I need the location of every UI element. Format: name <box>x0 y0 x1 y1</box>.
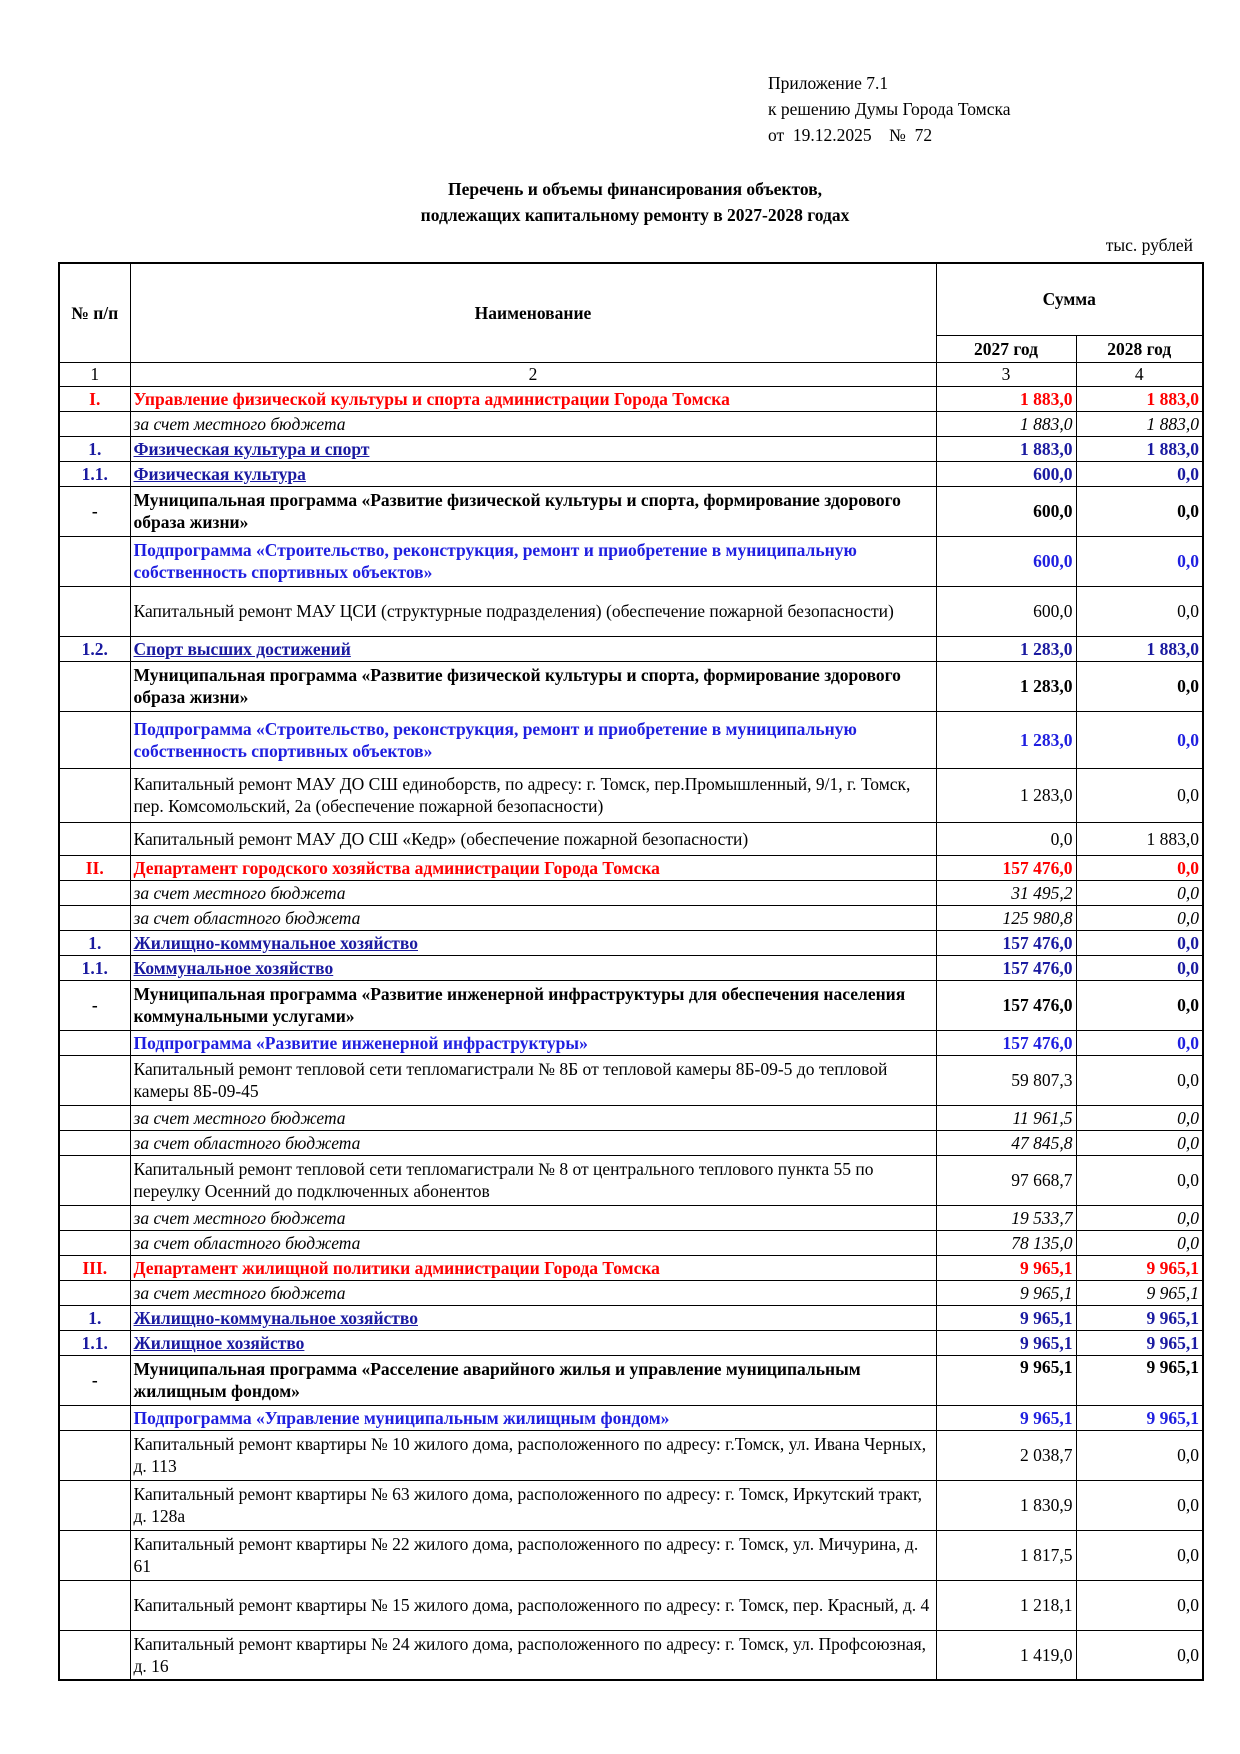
row-sum-2028: 9 965,1 <box>1076 1280 1203 1305</box>
table-row <box>59 1355 1203 1405</box>
row-name: за счет областного бюджета <box>130 905 936 930</box>
row-sum-2028: 9 965,1 <box>1076 1405 1203 1430</box>
row-sum-2027: 1 283,0 <box>936 711 1076 768</box>
column-number: 2 <box>130 362 936 386</box>
column-number: 1 <box>59 362 130 386</box>
row-sum-2028: 0,0 <box>1076 1480 1203 1530</box>
table-row <box>59 1580 1203 1630</box>
row-number <box>59 1405 130 1430</box>
row-sum-2027: 600,0 <box>936 486 1076 536</box>
row-name: Капитальный ремонт квартиры № 24 жилого дома, расположенного по адресу: г. Томск, ул. Профсоюзная, д. 16 <box>130 1630 936 1680</box>
table-row <box>59 461 1203 486</box>
row-sum-2028: 9 965,1 <box>1076 1355 1203 1405</box>
table-row <box>59 905 1203 930</box>
table-row <box>59 1130 1203 1155</box>
header-sum: Сумма <box>936 263 1203 335</box>
row-sum-2027: 9 965,1 <box>936 1305 1076 1330</box>
row-number <box>59 768 130 822</box>
row-sum-2027: 9 965,1 <box>936 1405 1076 1430</box>
table-row <box>59 386 1203 411</box>
table-row <box>59 411 1203 436</box>
row-sum-2027: 9 965,1 <box>936 1330 1076 1355</box>
row-name: Муниципальная программа «Развитие физической культуры и спорта, формирование здорового образа жизни» <box>130 486 936 536</box>
row-name: Капитальный ремонт квартиры № 22 жилого дома, расположенного по адресу: г. Томск, ул. Мичурина, д. 61 <box>130 1530 936 1580</box>
row-sum-2028: 0,0 <box>1076 880 1203 905</box>
row-name: Департамент городского хозяйства администрации Города Томска <box>130 855 936 880</box>
row-number: 1.1. <box>59 461 130 486</box>
table-row <box>59 1205 1203 1230</box>
table-row <box>59 1030 1203 1055</box>
column-number: 4 <box>1076 362 1203 386</box>
row-sum-2027: 1 883,0 <box>936 411 1076 436</box>
title-line-2: подлежащих капитальному ремонту в 2027-2028 годах <box>420 205 850 225</box>
appendix-line-2: к решению Думы Города Томска <box>768 99 1011 119</box>
row-name: Капитальный ремонт МАУ ДО СШ единоборств, по адресу: г. Томск, пер.Промышленный, 9/1, г. Томск, пер. Комсомольский, 2а (обеспечение пожарной безопасности) <box>130 768 936 822</box>
table-row <box>59 1105 1203 1130</box>
header-2027: 2027 год <box>936 335 1076 362</box>
row-name: Капитальный ремонт МАУ ДО СШ «Кедр» (обеспечение пожарной безопасности) <box>130 822 936 855</box>
row-sum-2027: 97 668,7 <box>936 1155 1076 1205</box>
table-row <box>59 1280 1203 1305</box>
row-sum-2027: 2 038,7 <box>936 1430 1076 1480</box>
table-row <box>59 1255 1203 1280</box>
row-sum-2027: 157 476,0 <box>936 955 1076 980</box>
table-row <box>59 486 1203 536</box>
row-name: Капитальный ремонт тепловой сети тепломагистрали № 8 от центрального теплового пункта 55 по переулку Осенний до подключенных абонентов <box>130 1155 936 1205</box>
row-sum-2028: 0,0 <box>1076 1130 1203 1155</box>
row-sum-2027: 1 283,0 <box>936 768 1076 822</box>
table-row <box>59 768 1203 822</box>
header-num: № п/п <box>59 263 130 362</box>
row-sum-2028: 9 965,1 <box>1076 1305 1203 1330</box>
row-name: за счет местного бюджета <box>130 1205 936 1230</box>
table-row <box>59 1330 1203 1355</box>
row-number <box>59 411 130 436</box>
row-number <box>59 1205 130 1230</box>
row-name: Спорт высших достижений <box>130 636 936 661</box>
row-sum-2027: 1 883,0 <box>936 436 1076 461</box>
row-number <box>59 1230 130 1255</box>
row-number <box>59 905 130 930</box>
row-sum-2028: 0,0 <box>1076 1105 1203 1130</box>
row-sum-2028: 1 883,0 <box>1076 386 1203 411</box>
row-sum-2028: 1 883,0 <box>1076 822 1203 855</box>
header-2028: 2028 год <box>1076 335 1203 362</box>
row-number <box>59 536 130 586</box>
row-sum-2028: 0,0 <box>1076 1155 1203 1205</box>
appendix-line-3: от 19.12.2025 № 72 <box>768 125 933 145</box>
row-number <box>59 711 130 768</box>
table-row <box>59 1055 1203 1105</box>
financing-table <box>58 262 1204 1681</box>
row-number <box>59 1530 130 1580</box>
row-number: II. <box>59 855 130 880</box>
row-name: Физическая культура <box>130 461 936 486</box>
row-number: I. <box>59 386 130 411</box>
row-name: Коммунальное хозяйство <box>130 955 936 980</box>
row-sum-2027: 157 476,0 <box>936 855 1076 880</box>
row-name: Физическая культура и спорт <box>130 436 936 461</box>
table-row <box>59 822 1203 855</box>
row-name: за счет местного бюджета <box>130 411 936 436</box>
row-name: за счет областного бюджета <box>130 1130 936 1155</box>
table-row <box>59 980 1203 1030</box>
column-number: 3 <box>936 362 1076 386</box>
row-sum-2027: 9 965,1 <box>936 1280 1076 1305</box>
row-sum-2028: 0,0 <box>1076 905 1203 930</box>
row-number <box>59 880 130 905</box>
table-row <box>59 1230 1203 1255</box>
row-number <box>59 1630 130 1680</box>
row-number <box>59 1105 130 1130</box>
table-row <box>59 955 1203 980</box>
row-number <box>59 586 130 636</box>
row-sum-2028: 0,0 <box>1076 1230 1203 1255</box>
row-sum-2028: 0,0 <box>1076 1055 1203 1105</box>
row-sum-2028: 1 883,0 <box>1076 411 1203 436</box>
row-sum-2028: 0,0 <box>1076 955 1203 980</box>
row-sum-2028: 0,0 <box>1076 586 1203 636</box>
table-row <box>59 1430 1203 1480</box>
row-number <box>59 1130 130 1155</box>
row-name: Подпрограмма «Строительство, реконструкция, ремонт и приобретение в муниципальную собственность спортивных объектов» <box>130 711 936 768</box>
row-sum-2027: 1 883,0 <box>936 386 1076 411</box>
row-number: 1. <box>59 436 130 461</box>
row-sum-2027: 19 533,7 <box>936 1205 1076 1230</box>
table-row <box>59 711 1203 768</box>
table-row <box>59 1530 1203 1580</box>
row-name: Жилищное хозяйство <box>130 1330 936 1355</box>
row-name: Муниципальная программа «Развитие инженерной инфраструктуры для обеспечения населения коммунальными услугами» <box>130 980 936 1030</box>
row-number: 1.2. <box>59 636 130 661</box>
row-name: Управление физической культуры и спорта администрации Города Томска <box>130 386 936 411</box>
row-sum-2027: 0,0 <box>936 822 1076 855</box>
row-name: за счет областного бюджета <box>130 1230 936 1255</box>
row-sum-2027: 600,0 <box>936 461 1076 486</box>
row-name: Муниципальная программа «Развитие физической культуры и спорта, формирование здорового образа жизни» <box>130 661 936 711</box>
row-sum-2027: 600,0 <box>936 586 1076 636</box>
table-row <box>59 930 1203 955</box>
row-number: - <box>59 1355 130 1405</box>
table-row <box>59 855 1203 880</box>
table-row <box>59 636 1203 661</box>
row-sum-2027: 157 476,0 <box>936 930 1076 955</box>
header-name: Наименование <box>130 263 936 362</box>
table-body <box>59 386 1203 1680</box>
row-sum-2028: 0,0 <box>1076 768 1203 822</box>
row-sum-2027: 1 218,1 <box>936 1580 1076 1630</box>
row-number <box>59 1155 130 1205</box>
table-row <box>59 1155 1203 1205</box>
row-number <box>59 1480 130 1530</box>
row-name: Департамент жилищной политики администрации Города Томска <box>130 1255 936 1280</box>
row-sum-2028: 1 883,0 <box>1076 636 1203 661</box>
row-sum-2027: 78 135,0 <box>936 1230 1076 1255</box>
row-sum-2027: 31 495,2 <box>936 880 1076 905</box>
row-number <box>59 1580 130 1630</box>
row-sum-2028: 0,0 <box>1076 980 1203 1030</box>
table-row <box>59 586 1203 636</box>
row-name: Муниципальная программа «Расселение аварийного жилья и управление муниципальным жилищным фондом» <box>130 1355 936 1405</box>
row-number: 1.1. <box>59 1330 130 1355</box>
row-name: Капитальный ремонт МАУ ЦСИ (структурные подразделения) (обеспечение пожарной безопасности) <box>130 586 936 636</box>
row-sum-2027: 157 476,0 <box>936 1030 1076 1055</box>
row-sum-2028: 0,0 <box>1076 930 1203 955</box>
row-sum-2027: 1 817,5 <box>936 1530 1076 1580</box>
row-sum-2027: 59 807,3 <box>936 1055 1076 1105</box>
row-number: 1. <box>59 1305 130 1330</box>
row-number <box>59 822 130 855</box>
row-number <box>59 1055 130 1105</box>
row-sum-2028: 0,0 <box>1076 536 1203 586</box>
row-sum-2028: 0,0 <box>1076 486 1203 536</box>
row-sum-2028: 0,0 <box>1076 1030 1203 1055</box>
row-number <box>59 661 130 711</box>
document-title <box>0 176 1240 228</box>
row-sum-2027: 9 965,1 <box>936 1255 1076 1280</box>
row-sum-2027: 9 965,1 <box>936 1355 1076 1405</box>
appendix-block <box>768 70 1011 148</box>
row-sum-2028: 1 883,0 <box>1076 436 1203 461</box>
table-row <box>59 880 1203 905</box>
row-name: Жилищно-коммунальное хозяйство <box>130 930 936 955</box>
row-sum-2028: 0,0 <box>1076 711 1203 768</box>
row-sum-2028: 9 965,1 <box>1076 1330 1203 1355</box>
row-name: за счет местного бюджета <box>130 1105 936 1130</box>
title-line-1: Перечень и объемы финансирования объектов, <box>447 179 823 199</box>
row-sum-2028: 0,0 <box>1076 1530 1203 1580</box>
row-name: Капитальный ремонт тепловой сети тепломагистрали № 8Б от тепловой камеры 8Б-09-5 до тепловой камеры 8Б-09-45 <box>130 1055 936 1105</box>
row-sum-2028: 0,0 <box>1076 661 1203 711</box>
row-sum-2028: 0,0 <box>1076 855 1203 880</box>
row-sum-2028: 0,0 <box>1076 1580 1203 1630</box>
row-number: 1. <box>59 930 130 955</box>
row-sum-2028: 0,0 <box>1076 1630 1203 1680</box>
units-label: тыс. рублей <box>1105 235 1193 255</box>
table-row <box>59 1480 1203 1530</box>
row-number: 1.1. <box>59 955 130 980</box>
row-number: - <box>59 486 130 536</box>
row-sum-2027: 47 845,8 <box>936 1130 1076 1155</box>
row-name: Подпрограмма «Строительство, реконструкция, ремонт и приобретение в муниципальную собственность спортивных объектов» <box>130 536 936 586</box>
appendix-line-1: Приложение 7.1 <box>768 73 889 93</box>
row-sum-2027: 600,0 <box>936 536 1076 586</box>
row-sum-2027: 1 830,9 <box>936 1480 1076 1530</box>
row-number <box>59 1030 130 1055</box>
row-sum-2028: 0,0 <box>1076 1205 1203 1230</box>
row-name: за счет местного бюджета <box>130 1280 936 1305</box>
row-sum-2027: 11 961,5 <box>936 1105 1076 1130</box>
row-sum-2028: 0,0 <box>1076 461 1203 486</box>
row-name: Жилищно-коммунальное хозяйство <box>130 1305 936 1330</box>
row-sum-2027: 1 283,0 <box>936 636 1076 661</box>
row-name: за счет местного бюджета <box>130 880 936 905</box>
row-sum-2027: 1 419,0 <box>936 1630 1076 1680</box>
row-name: Капитальный ремонт квартиры № 10 жилого дома, расположенного по адресу: г.Томск, ул. Ивана Черных, д. 113 <box>130 1430 936 1480</box>
row-name: Подпрограмма «Развитие инженерной инфраструктуры» <box>130 1030 936 1055</box>
row-name: Капитальный ремонт квартиры № 15 жилого дома, расположенного по адресу: г. Томск, пер. Красный, д. 4 <box>130 1580 936 1630</box>
row-name: Подпрограмма «Управление муниципальным жилищным фондом» <box>130 1405 936 1430</box>
row-sum-2028: 0,0 <box>1076 1430 1203 1480</box>
table-row <box>59 1630 1203 1680</box>
row-number: - <box>59 980 130 1030</box>
table-row <box>59 1405 1203 1430</box>
row-number <box>59 1430 130 1480</box>
row-sum-2027: 125 980,8 <box>936 905 1076 930</box>
table-row <box>59 536 1203 586</box>
row-sum-2027: 1 283,0 <box>936 661 1076 711</box>
row-name: Капитальный ремонт квартиры № 63 жилого дома, расположенного по адресу: г. Томск, Иркутский тракт, д. 128а <box>130 1480 936 1530</box>
table-row <box>59 661 1203 711</box>
row-number: III. <box>59 1255 130 1280</box>
row-sum-2028: 9 965,1 <box>1076 1255 1203 1280</box>
row-number <box>59 1280 130 1305</box>
table-row <box>59 1305 1203 1330</box>
table-row <box>59 436 1203 461</box>
row-sum-2027: 157 476,0 <box>936 980 1076 1030</box>
